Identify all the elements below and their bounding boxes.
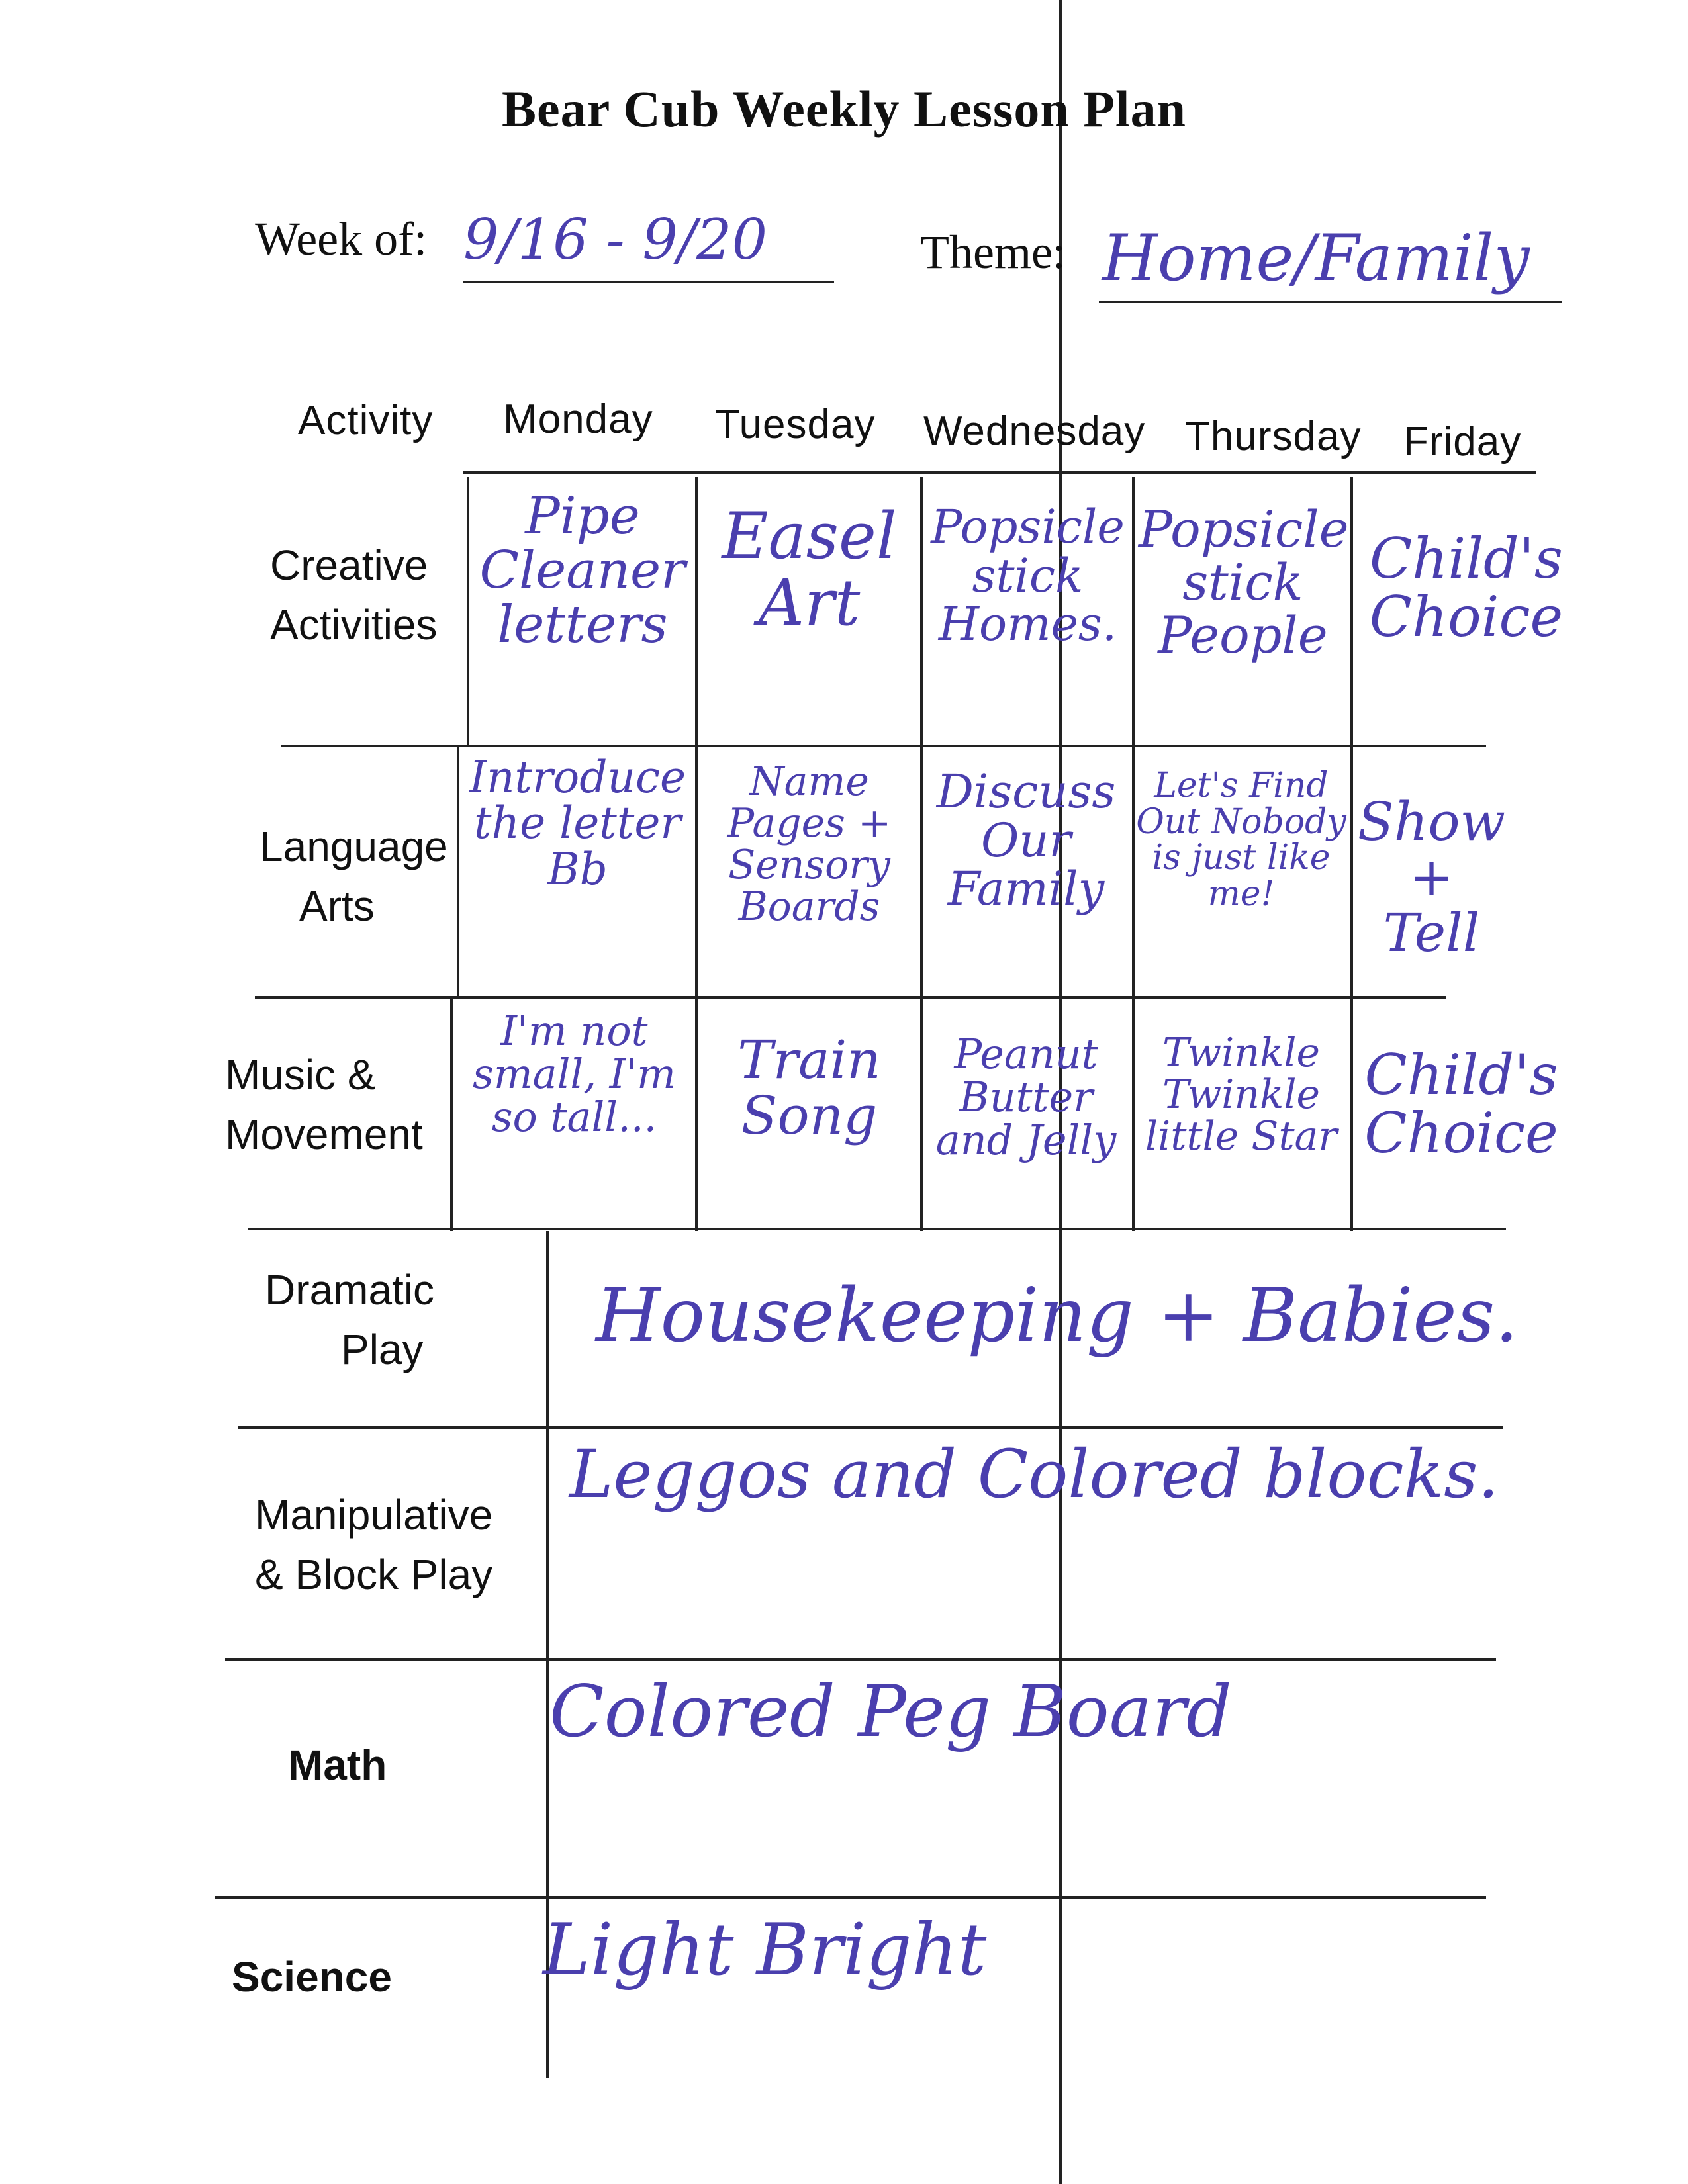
cell-creative-tuesday: Easel Art — [722, 499, 897, 640]
row-label-math: Math — [288, 1741, 387, 1789]
header-friday: Friday — [1403, 419, 1522, 465]
row-label-language: Language Arts — [259, 823, 448, 930]
header-tuesday: Tuesday — [715, 402, 876, 447]
header-activity: Activity — [298, 398, 434, 443]
row-label-creative: Creative Activities — [270, 541, 438, 649]
row-divider-3 — [248, 1228, 1506, 1230]
theme-underline — [1099, 301, 1562, 303]
row-label-manipulative: Manipulative & Block Play — [255, 1491, 493, 1598]
theme-label: Theme: — [920, 226, 1066, 279]
header-thursday: Thursday — [1185, 414, 1362, 459]
row-divider-2 — [255, 996, 1446, 999]
row-label-dramatic: Dramatic Play — [265, 1266, 435, 1373]
cell-language-thursday: Let's Find Out Nobody is just like me! — [1136, 766, 1346, 914]
label-col-line-1 — [467, 477, 469, 745]
header-underline — [463, 471, 1536, 474]
week-underline — [463, 281, 834, 283]
label-col-line-3 — [450, 996, 453, 1231]
dramatic-play-value: Housekeeping + Babies. — [596, 1273, 1519, 1359]
cell-music-monday: I'm not small, I'm so tall... — [473, 1007, 676, 1142]
cell-music-wednesday: Peanut Butter and Jelly — [935, 1030, 1117, 1165]
row-label-music: Music & Movement — [225, 1051, 423, 1158]
science-value: Light Bright — [543, 1909, 987, 1991]
day-col-line-2 — [920, 477, 923, 1231]
cell-language-friday: Show + Tell — [1358, 791, 1505, 964]
row-divider-1 — [281, 745, 1486, 747]
manipulative-value: Leggos and Colored blocks. — [569, 1435, 1499, 1513]
header-monday: Monday — [503, 396, 653, 442]
row-divider-6 — [215, 1896, 1486, 1899]
theme-value: Home/Family — [1102, 221, 1530, 295]
cell-creative-friday: Child's Choice — [1369, 526, 1564, 650]
cell-language-monday: Introduce the letter Bb — [469, 752, 686, 895]
cell-music-friday: Child's Choice — [1364, 1042, 1558, 1166]
cell-music-thursday: Twinkle Twinkle little Star — [1145, 1030, 1338, 1160]
cell-music-tuesday: Train Song — [737, 1029, 881, 1146]
cell-creative-thursday: Popsicle stick People — [1139, 500, 1349, 664]
day-col-line-1 — [695, 477, 698, 1231]
cell-creative-wednesday: Popsicle stick Homes. — [931, 500, 1125, 651]
week-label: Week of: — [255, 212, 428, 265]
page-title: Bear Cub Weekly Lesson Plan — [502, 80, 1186, 138]
math-value: Colored Peg Board — [549, 1670, 1232, 1753]
label-col-line-2 — [457, 745, 459, 996]
cell-language-wednesday: Discuss Our Family — [936, 764, 1116, 916]
row-label-science: Science — [232, 1953, 392, 2001]
row-divider-4 — [238, 1426, 1503, 1429]
cell-language-tuesday: Name Pages + Sensory Boards — [727, 758, 892, 930]
day-col-line-4 — [1350, 477, 1353, 1231]
cell-creative-monday: Pipe Cleaner letters — [479, 486, 686, 655]
week-value: 9/16 - 9/20 — [463, 207, 768, 272]
row-divider-5 — [225, 1658, 1496, 1661]
header-wednesday: Wednesday — [923, 408, 1146, 454]
day-col-line-3 — [1132, 477, 1135, 1231]
